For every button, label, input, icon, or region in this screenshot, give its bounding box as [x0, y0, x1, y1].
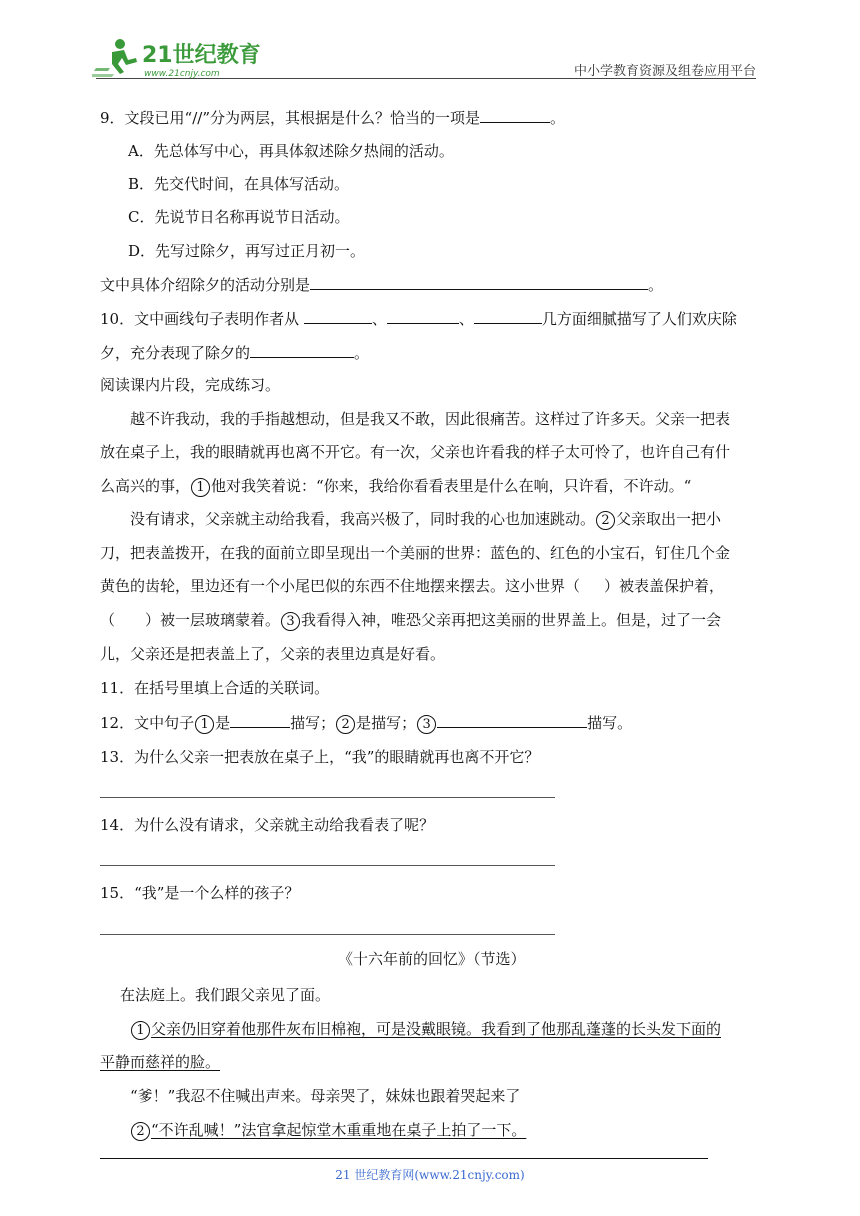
q9-option-a: A．先总体写中心，再具体叙述除夕热闹的活动。 [128, 142, 454, 160]
underlined-sentence: “不许乱喊！”法官拿起惊堂木重重地在桌子上拍了一下。 [151, 1121, 527, 1139]
q12-text: 描写； [290, 714, 336, 732]
q13-answer-line[interactable] [100, 797, 555, 798]
q14: 14．为什么没有请求，父亲就主动给我看表了呢？ [100, 816, 435, 834]
q10-blank-3[interactable] [474, 307, 542, 324]
q12-text: 描写。 [587, 714, 633, 732]
q9-stem-end: 。 [550, 109, 566, 127]
underlined-sentence: 父亲仍旧穿着他那件灰布旧棉袍，可是没戴眼镜。我看到了他那乱蓬蓬的长头发下面的 [151, 1020, 722, 1038]
q13: 13．为什么父亲一把表放在桌子上，“我”的眼睛就再也离不开它？ [100, 748, 540, 766]
passage2-line2 [130, 1018, 721, 1040]
passage2-line4 [130, 1119, 526, 1141]
passage2-title: 《十六年前的回忆》（节选） [338, 950, 526, 968]
header-divider [96, 78, 756, 79]
passage-text: 父亲取出一把小 [616, 510, 722, 528]
q10-line1 [100, 307, 737, 330]
circled-number-1: 1 [191, 478, 210, 497]
q12-blank-1[interactable] [230, 711, 290, 728]
passage-intro: 阅读课内片段，完成练习。 [100, 376, 281, 394]
q10-text-d: 。 [354, 344, 370, 362]
q12-text: 12．文中句子 [100, 714, 195, 732]
q9-stem-text: 9．文段已用“//”分为两层，其根据是什么？恰当的一项是 [100, 109, 480, 127]
q15-answer-line[interactable] [100, 934, 555, 935]
passage2-line3: “爹！”我忍不住喊出声来。母亲哭了，妹妹也跟着哭起来了 [130, 1087, 521, 1105]
circled-number-3: 3 [417, 715, 436, 734]
passage-p2-line2: 刀，把表盖拨开，在我的面前立即呈现出一个美丽的世界：蓝色的、红色的小宝石，钉住几个金 [100, 544, 731, 562]
circled-number-2: 2 [131, 1122, 150, 1141]
logo-url: www.21cnjy.com [144, 69, 220, 79]
passage-p2-line4 [100, 609, 721, 631]
passage-p2-line5: 儿，父亲还是把表盖上了，父亲的表里边真是好看。 [100, 645, 446, 663]
q12 [100, 711, 632, 734]
passage-text: 我看得入神，唯恐父亲再把这美丽的世界盖上。但是，过了一会 [301, 611, 722, 629]
circled-number-2: 2 [336, 715, 355, 734]
footer-divider [100, 1158, 708, 1159]
q12-text: 是 [215, 714, 231, 732]
q9-answer-blank[interactable] [480, 106, 550, 123]
q9-option-c: C．先说节日名称再说节日活动。 [128, 208, 350, 226]
circled-number-2: 2 [596, 511, 615, 530]
passage-p1-line3 [100, 475, 691, 497]
q9-sub-text: 文中具体介绍除夕的活动分别是 [100, 276, 311, 294]
q14-answer-line[interactable] [100, 865, 555, 866]
passage-p2-line1 [130, 508, 721, 530]
q10-sep-2: 、 [458, 310, 474, 328]
q11: 11．在括号里填上合适的关联词。 [100, 679, 330, 697]
q9-stem [100, 106, 565, 129]
q10-blank-1[interactable] [304, 307, 372, 324]
q9-sub-blank[interactable] [310, 273, 648, 290]
passage-text: （ [100, 611, 116, 629]
q10-line2 [100, 341, 369, 364]
q10-blank-2[interactable] [387, 307, 459, 324]
passage-text: 黄色的齿轮，里边还有一个小尾巴似的东西不住地摆来摆去。这小世界（ [100, 577, 581, 595]
q9-option-b: B．先交代时间，在具体写活动。 [128, 175, 350, 193]
q15: 15．“我”是一个么样的孩子？ [100, 884, 300, 902]
passage-p1-line2: 放在桌子上，我的眼睛就再也离不开它。有一次，父亲也许看我的样子太可怜了，也许自己有什 [100, 443, 731, 461]
circled-number-3: 3 [281, 612, 300, 631]
q10-sep-1: 、 [371, 310, 387, 328]
q9-sub-question [100, 273, 663, 296]
logo-text: 21世纪教育 [142, 43, 261, 68]
circled-number-1: 1 [131, 1021, 150, 1040]
passage2-line2-cont: 平静而慈祥的脸。 [100, 1053, 221, 1071]
circled-number-1: 1 [195, 715, 214, 734]
q10-text-a: 10．文中画线句子表明作者从 [100, 310, 300, 328]
footer-text[interactable]: 21 世纪教育网(www.21cnjy.com) [335, 1168, 525, 1182]
header-platform-text: 中小学教育资源及组卷应用平台 [573, 64, 756, 79]
passage2-line1: 在法庭上。我们跟父亲见了面。 [120, 986, 331, 1004]
q10-text-b: 几方面细腻描写了人们欢庆除 [541, 310, 737, 328]
q12-blank-2[interactable] [437, 711, 587, 728]
site-logo [92, 34, 262, 82]
passage-text: 他对我笑着说：“你来，我给你看看表里是什么在响，只许看，不许动。“ [211, 477, 692, 495]
q9-option-d: D．先写过除夕，再写过正月初一。 [128, 242, 366, 260]
passage-p2-line3 [100, 575, 724, 597]
passage-p1-line1: 越不许我动，我的手指越想动，但是我又不敢，因此很痛苦。这样过了许多天。父亲一把表 [130, 410, 731, 428]
passage-text: 没有请求，父亲就主动给我看，我高兴极了，同时我的心也加速跳动。 [130, 510, 596, 528]
passage-text: ）被表盖保护着， [604, 577, 725, 595]
q10-text-c: 夕，充分表现了除夕的 [100, 344, 251, 362]
q10-blank-4[interactable] [250, 341, 354, 358]
passage-text: ）被一层玻璃蒙着。 [145, 611, 281, 629]
q9-sub-end: 。 [648, 276, 664, 294]
passage-text: 么高兴的事， [100, 477, 191, 495]
q12-text: 是描写； [356, 714, 417, 732]
